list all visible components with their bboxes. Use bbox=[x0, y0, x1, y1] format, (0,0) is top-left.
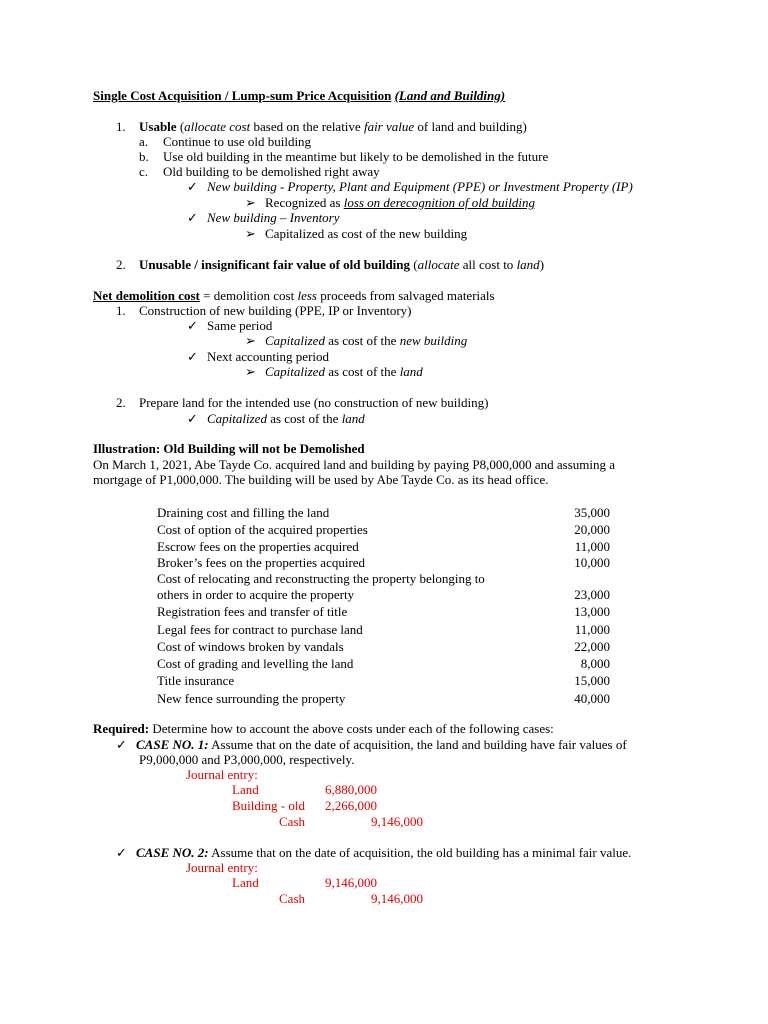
case-1-text-line-2: P9,000,000 and P3,000,000, respectively. bbox=[139, 752, 355, 767]
check-icon: ✓ bbox=[187, 349, 198, 364]
cost-item-amount: 11,000 bbox=[574, 539, 610, 554]
demolition-item-construction: 1. Construction of new building (PPE, IP or Inventory) bbox=[116, 303, 412, 318]
cost-item-amount: 15,000 bbox=[574, 673, 610, 688]
demolition-prepare-land-detail: ✓ Capitalized as cost of the land bbox=[187, 411, 365, 426]
case-2-journal-label: Journal entry: bbox=[186, 860, 258, 875]
illustration-text-line-1: On March 1, 2021, Abe Tayde Co. acquired land and building by paying P8,000,000 and assuming a bbox=[93, 457, 616, 472]
subitem-c-ppe-detail: ➢ Recognized as loss on derecognition of old building bbox=[245, 195, 535, 210]
subitem-a: a. Continue to use old building bbox=[139, 134, 312, 149]
case-1: ✓ CASE NO. 1: Assume that on the date of acquisition, the land and building have fair values of bbox=[116, 737, 627, 752]
arrow-icon: ➢ bbox=[245, 195, 256, 210]
cost-item-label: others in order to acquire the property bbox=[157, 587, 355, 602]
cost-item-amount: 40,000 bbox=[574, 691, 610, 706]
cost-item-label: Legal fees for contract to purchase land bbox=[157, 622, 363, 637]
cost-item-amount: 20,000 bbox=[574, 522, 610, 537]
case-2-land-account: Land bbox=[232, 875, 259, 890]
arrow-icon: ➢ bbox=[245, 333, 256, 348]
demolition-same-period-detail: ➢ Capitalized as cost of the new building bbox=[245, 333, 468, 348]
cost-item-label: Draining cost and filling the land bbox=[157, 505, 330, 520]
cost-item-label: New fence surrounding the property bbox=[157, 691, 346, 706]
case-2-land-debit: 9,146,000 bbox=[325, 875, 377, 890]
cost-item-label: Cost of relocating and reconstructing the property belonging to bbox=[157, 571, 485, 586]
cost-item-amount: 11,000 bbox=[574, 622, 610, 637]
check-icon: ✓ bbox=[187, 411, 198, 426]
case-1-land-account: Land bbox=[232, 782, 259, 797]
check-icon: ✓ bbox=[187, 318, 198, 333]
subitem-c: c. Old building to be demolished right away bbox=[139, 164, 380, 179]
item-usable: 1. Usable (allocate cost based on the relative fair value of land and building) bbox=[116, 119, 527, 134]
item-unusable: 2. Unusable / insignificant fair value of old building (allocate all cost to land) bbox=[116, 257, 545, 272]
case-2-cash-credit: 9,146,000 bbox=[371, 891, 423, 906]
demolition-next-period-detail: ➢ Capitalized as cost of the land bbox=[245, 364, 423, 379]
document-title: Single Cost Acquisition / Lump-sum Price Acquisition (Land and Building) bbox=[93, 88, 506, 103]
case-2-cash-account: Cash bbox=[279, 891, 305, 906]
subitem-c-inventory-detail: ➢ Capitalized as cost of the new building bbox=[245, 226, 468, 241]
subitem-c-inventory: ✓ New building – Inventory bbox=[187, 210, 340, 225]
case-1-cash-account: Cash bbox=[279, 814, 305, 829]
cost-item-amount: 23,000 bbox=[574, 587, 610, 602]
cost-item-label: Cost of option of the acquired properties bbox=[157, 522, 368, 537]
demolition-next-period: ✓ Next accounting period bbox=[187, 349, 330, 364]
cost-item-amount: 8,000 bbox=[580, 656, 610, 671]
case-1-land-debit: 6,880,000 bbox=[325, 782, 377, 797]
case-2: ✓ CASE NO. 2: Assume that on the date of acquisition, the old building has a minimal fair value. bbox=[116, 845, 632, 860]
arrow-icon: ➢ bbox=[245, 226, 256, 241]
cost-item-label: Cost of grading and levelling the land bbox=[157, 656, 354, 671]
cost-item-label: Registration fees and transfer of title bbox=[157, 604, 348, 619]
arrow-icon: ➢ bbox=[245, 364, 256, 379]
check-icon: ✓ bbox=[187, 210, 198, 225]
cost-item-amount: 10,000 bbox=[574, 555, 610, 570]
illustration-text-line-2: mortgage of P1,000,000. The building will be used by Abe Tayde Co. as its head office. bbox=[93, 472, 549, 487]
net-demolition-definition: Net demolition cost = demolition cost less proceeds from salvaged materials bbox=[93, 288, 495, 303]
case-1-building-debit: 2,266,000 bbox=[325, 798, 377, 813]
check-icon: ✓ bbox=[116, 737, 127, 752]
cost-item-label: Cost of windows broken by vandals bbox=[157, 639, 344, 654]
illustration-heading: Illustration: Old Building will not be Demolished bbox=[93, 441, 365, 456]
cost-item-amount: 22,000 bbox=[574, 639, 610, 654]
cost-item-amount: 35,000 bbox=[574, 505, 610, 520]
subitem-b: b. Use old building in the meantime but likely to be demolished in the future bbox=[139, 149, 549, 164]
case-1-cash-credit: 9,146,000 bbox=[371, 814, 423, 829]
case-1-building-account: Building - old bbox=[232, 798, 305, 813]
cost-item-label: Broker’s fees on the properties acquired bbox=[157, 555, 366, 570]
cost-item-label: Escrow fees on the properties acquired bbox=[157, 539, 359, 554]
demolition-item-prepare-land: 2. Prepare land for the intended use (no construction of new building) bbox=[116, 395, 489, 410]
cost-item-amount: 13,000 bbox=[574, 604, 610, 619]
check-icon: ✓ bbox=[116, 845, 127, 860]
check-icon: ✓ bbox=[187, 179, 198, 194]
required-text: Required: Determine how to account the above costs under each of the following cases: bbox=[93, 721, 554, 736]
subitem-c-ppe: ✓ New building - Property, Plant and Equipment (PPE) or Investment Property (IP) bbox=[187, 179, 633, 194]
case-1-journal-label: Journal entry: bbox=[186, 767, 258, 782]
demolition-same-period: ✓ Same period bbox=[187, 318, 273, 333]
cost-item-label: Title insurance bbox=[157, 673, 235, 688]
